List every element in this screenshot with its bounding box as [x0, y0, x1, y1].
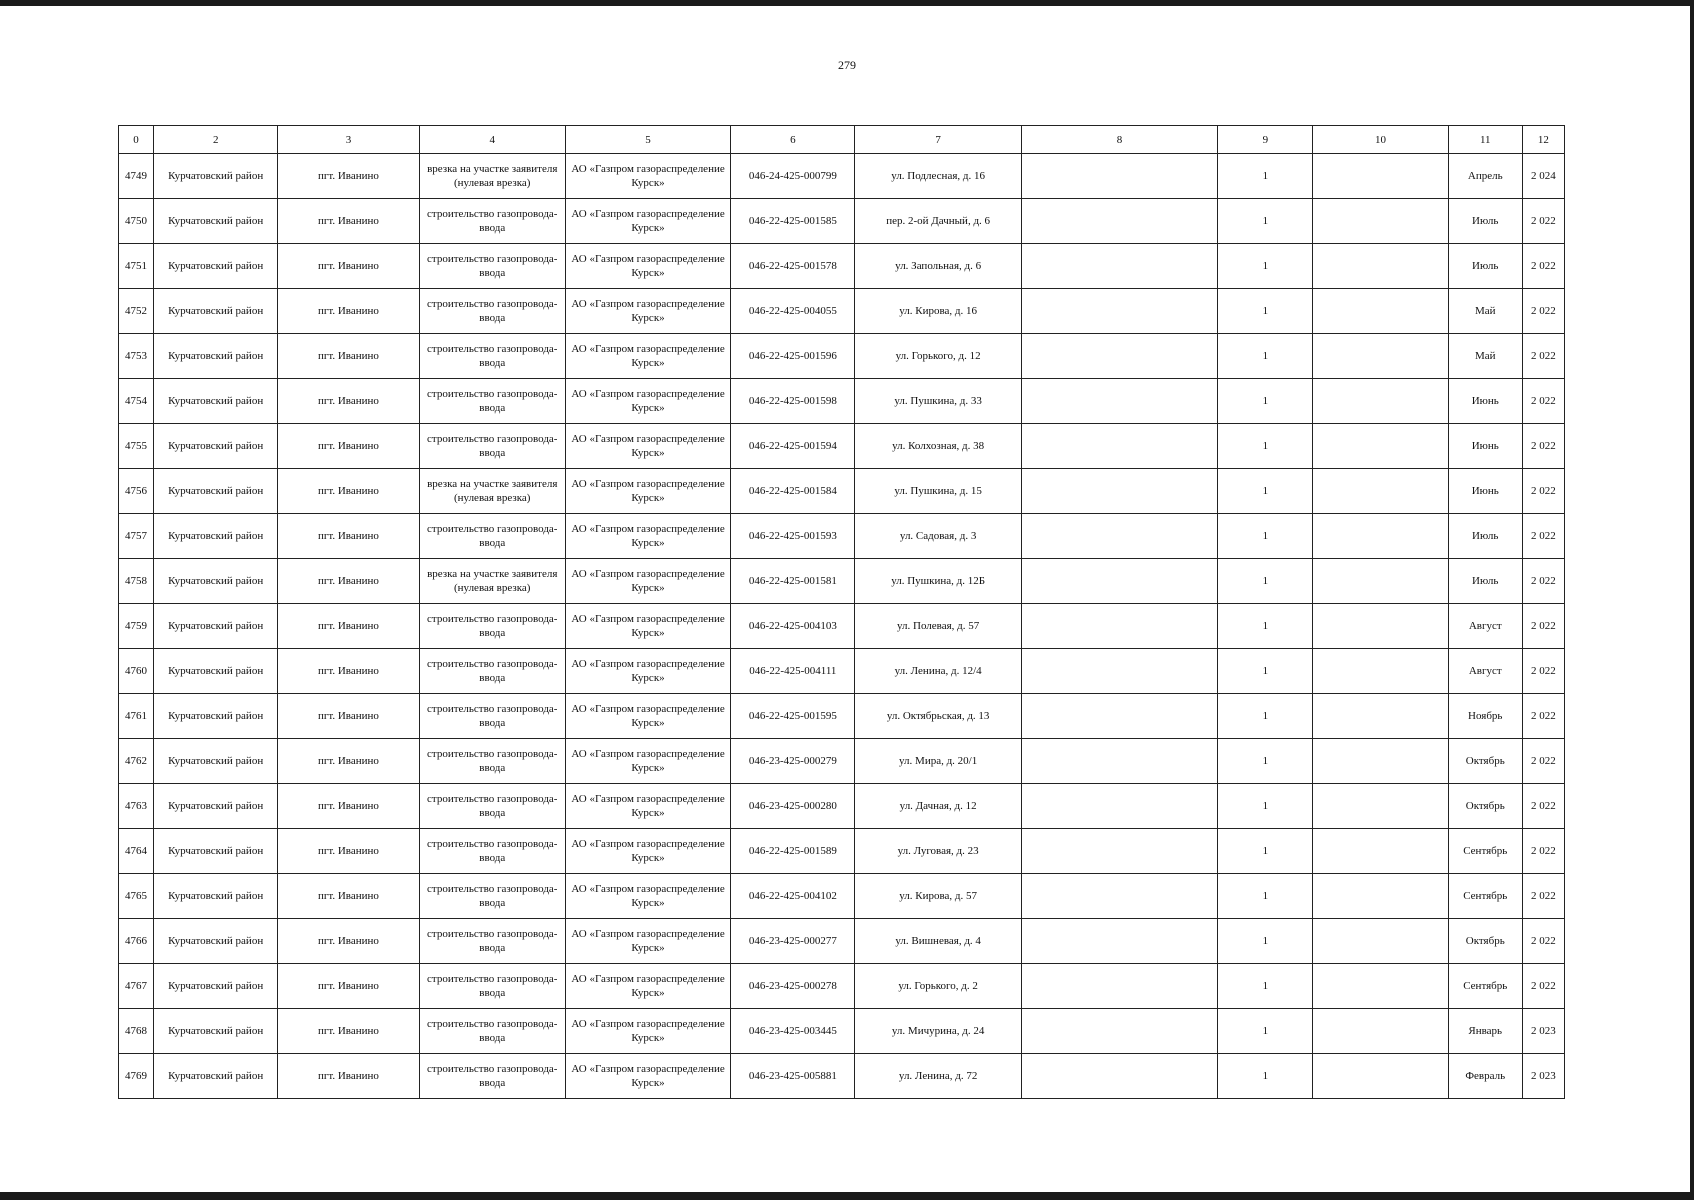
settlement-cell: пгт. Иванино [278, 379, 419, 424]
settlement-cell: пгт. Иванино [278, 559, 419, 604]
year-cell: 2 022 [1522, 649, 1564, 694]
quantity-cell: 1 [1218, 874, 1313, 919]
col-8-cell [1021, 244, 1217, 289]
table-row [119, 1054, 1565, 1099]
year-cell: 2 022 [1522, 694, 1564, 739]
year-cell: 2 024 [1522, 154, 1564, 199]
year-cell: 2 022 [1522, 244, 1564, 289]
request-id-cell: 046-23-425-000279 [731, 739, 855, 784]
row-number-cell: 4749 [119, 154, 154, 199]
col-10-cell [1313, 199, 1448, 244]
quantity-cell: 1 [1218, 604, 1313, 649]
work-type-cell: строительство газопровода-ввода [419, 199, 565, 244]
table-row [119, 964, 1565, 1009]
work-type-cell: строительство газопровода-ввода [419, 514, 565, 559]
col-10-cell [1313, 379, 1448, 424]
work-type-cell: строительство газопровода-ввода [419, 739, 565, 784]
row-number-cell: 4767 [119, 964, 154, 1009]
table-row [119, 469, 1565, 514]
year-cell: 2 022 [1522, 334, 1564, 379]
district-cell: Курчатовский район [154, 649, 278, 694]
year-cell: 2 022 [1522, 424, 1564, 469]
address-cell: ул. Мичурина, д. 24 [855, 1009, 1021, 1054]
col-8-cell [1021, 964, 1217, 1009]
year-cell: 2 022 [1522, 604, 1564, 649]
month-cell: Июль [1448, 199, 1522, 244]
request-id-cell: 046-22-425-001584 [731, 469, 855, 514]
col-10-cell [1313, 919, 1448, 964]
row-number-cell: 4751 [119, 244, 154, 289]
address-cell: ул. Садовая, д. 3 [855, 514, 1021, 559]
organization-cell: АО «Газпром газораспределение Курск» [565, 244, 730, 289]
table-row [119, 649, 1565, 694]
request-id-cell: 046-22-425-004102 [731, 874, 855, 919]
request-id-cell: 046-22-425-001581 [731, 559, 855, 604]
work-type-cell: строительство газопровода-ввода [419, 694, 565, 739]
row-number-cell: 4756 [119, 469, 154, 514]
column-header: 3 [278, 126, 419, 154]
district-cell: Курчатовский район [154, 199, 278, 244]
month-cell: Июль [1448, 514, 1522, 559]
row-number-cell: 4754 [119, 379, 154, 424]
scan-border-right [1690, 0, 1694, 1200]
column-header: 8 [1021, 126, 1217, 154]
address-cell: ул. Ленина, д. 12/4 [855, 649, 1021, 694]
request-id-cell: 046-23-425-000278 [731, 964, 855, 1009]
year-cell: 2 022 [1522, 829, 1564, 874]
work-type-cell: строительство газопровода-ввода [419, 874, 565, 919]
year-cell: 2 022 [1522, 559, 1564, 604]
organization-cell: АО «Газпром газораспределение Курск» [565, 649, 730, 694]
table-row [119, 604, 1565, 649]
address-cell: ул. Мира, д. 20/1 [855, 739, 1021, 784]
organization-cell: АО «Газпром газораспределение Курск» [565, 1009, 730, 1054]
organization-cell: АО «Газпром газораспределение Курск» [565, 1054, 730, 1099]
organization-cell: АО «Газпром газораспределение Курск» [565, 379, 730, 424]
address-cell: ул. Горького, д. 2 [855, 964, 1021, 1009]
month-cell: Апрель [1448, 154, 1522, 199]
work-type-cell: строительство газопровода-ввода [419, 919, 565, 964]
settlement-cell: пгт. Иванино [278, 649, 419, 694]
column-header: 6 [731, 126, 855, 154]
address-cell: ул. Ленина, д. 72 [855, 1054, 1021, 1099]
district-cell: Курчатовский район [154, 874, 278, 919]
organization-cell: АО «Газпром газораспределение Курск» [565, 874, 730, 919]
request-id-cell: 046-22-425-004055 [731, 289, 855, 334]
col-10-cell [1313, 469, 1448, 514]
year-cell: 2 022 [1522, 289, 1564, 334]
col-10-cell [1313, 514, 1448, 559]
table-row [119, 199, 1565, 244]
column-header: 11 [1448, 126, 1522, 154]
quantity-cell: 1 [1218, 694, 1313, 739]
row-number-cell: 4761 [119, 694, 154, 739]
address-cell: ул. Луговая, д. 23 [855, 829, 1021, 874]
request-id-cell: 046-22-425-001589 [731, 829, 855, 874]
request-id-cell: 046-22-425-001596 [731, 334, 855, 379]
col-8-cell [1021, 424, 1217, 469]
table-body [119, 154, 1565, 1099]
organization-cell: АО «Газпром газораспределение Курск» [565, 154, 730, 199]
organization-cell: АО «Газпром газораспределение Курск» [565, 694, 730, 739]
work-type-cell: строительство газопровода-ввода [419, 379, 565, 424]
col-8-cell [1021, 874, 1217, 919]
year-cell: 2 023 [1522, 1054, 1564, 1099]
district-cell: Курчатовский район [154, 424, 278, 469]
request-id-cell: 046-23-425-000280 [731, 784, 855, 829]
column-header: 7 [855, 126, 1021, 154]
district-cell: Курчатовский район [154, 694, 278, 739]
work-type-cell: строительство газопровода-ввода [419, 424, 565, 469]
quantity-cell: 1 [1218, 649, 1313, 694]
month-cell: Май [1448, 334, 1522, 379]
request-id-cell: 046-22-425-001594 [731, 424, 855, 469]
district-cell: Курчатовский район [154, 1054, 278, 1099]
year-cell: 2 022 [1522, 964, 1564, 1009]
organization-cell: АО «Газпром газораспределение Курск» [565, 199, 730, 244]
col-8-cell [1021, 469, 1217, 514]
table-row [119, 424, 1565, 469]
month-cell: Октябрь [1448, 919, 1522, 964]
address-cell: ул. Пушкина, д. 33 [855, 379, 1021, 424]
district-cell: Курчатовский район [154, 559, 278, 604]
district-cell: Курчатовский район [154, 289, 278, 334]
row-number-cell: 4759 [119, 604, 154, 649]
organization-cell: АО «Газпром газораспределение Курск» [565, 919, 730, 964]
district-cell: Курчатовский район [154, 514, 278, 559]
district-cell: Курчатовский район [154, 739, 278, 784]
work-type-cell: строительство газопровода-ввода [419, 784, 565, 829]
request-id-cell: 046-22-425-004111 [731, 649, 855, 694]
row-number-cell: 4757 [119, 514, 154, 559]
table-row [119, 739, 1565, 784]
quantity-cell: 1 [1218, 784, 1313, 829]
table-row [119, 379, 1565, 424]
col-10-cell [1313, 244, 1448, 289]
column-header: 5 [565, 126, 730, 154]
organization-cell: АО «Газпром газораспределение Курск» [565, 514, 730, 559]
registry-table [118, 125, 1565, 1099]
col-10-cell [1313, 874, 1448, 919]
quantity-cell: 1 [1218, 334, 1313, 379]
month-cell: Октябрь [1448, 739, 1522, 784]
scan-border-top [0, 0, 1694, 6]
organization-cell: АО «Газпром газораспределение Курск» [565, 964, 730, 1009]
district-cell: Курчатовский район [154, 154, 278, 199]
row-number-cell: 4753 [119, 334, 154, 379]
table-row [119, 154, 1565, 199]
request-id-cell: 046-22-425-001578 [731, 244, 855, 289]
header-row [119, 126, 1565, 154]
request-id-cell: 046-23-425-005881 [731, 1054, 855, 1099]
address-cell: ул. Кирова, д. 16 [855, 289, 1021, 334]
work-type-cell: строительство газопровода-ввода [419, 964, 565, 1009]
scan-border-bottom [0, 1192, 1694, 1200]
month-cell: Февраль [1448, 1054, 1522, 1099]
organization-cell: АО «Газпром газораспределение Курск» [565, 739, 730, 784]
month-cell: Сентябрь [1448, 829, 1522, 874]
quantity-cell: 1 [1218, 919, 1313, 964]
table-row [119, 334, 1565, 379]
month-cell: Июнь [1448, 469, 1522, 514]
row-number-cell: 4755 [119, 424, 154, 469]
month-cell: Август [1448, 604, 1522, 649]
month-cell: Июль [1448, 559, 1522, 604]
col-10-cell [1313, 604, 1448, 649]
col-8-cell [1021, 784, 1217, 829]
col-8-cell [1021, 649, 1217, 694]
address-cell: ул. Октябрьская, д. 13 [855, 694, 1021, 739]
col-8-cell [1021, 739, 1217, 784]
settlement-cell: пгт. Иванино [278, 154, 419, 199]
col-10-cell [1313, 289, 1448, 334]
row-number-cell: 4763 [119, 784, 154, 829]
month-cell: Сентябрь [1448, 874, 1522, 919]
organization-cell: АО «Газпром газораспределение Курск» [565, 334, 730, 379]
request-id-cell: 046-23-425-000277 [731, 919, 855, 964]
settlement-cell: пгт. Иванино [278, 1054, 419, 1099]
month-cell: Октябрь [1448, 784, 1522, 829]
table-row [119, 694, 1565, 739]
district-cell: Курчатовский район [154, 919, 278, 964]
col-10-cell [1313, 829, 1448, 874]
col-8-cell [1021, 199, 1217, 244]
month-cell: Ноябрь [1448, 694, 1522, 739]
col-10-cell [1313, 334, 1448, 379]
work-type-cell: строительство газопровода-ввода [419, 289, 565, 334]
table-row [119, 1009, 1565, 1054]
settlement-cell: пгт. Иванино [278, 289, 419, 334]
organization-cell: АО «Газпром газораспределение Курск» [565, 784, 730, 829]
district-cell: Курчатовский район [154, 604, 278, 649]
year-cell: 2 022 [1522, 379, 1564, 424]
district-cell: Курчатовский район [154, 784, 278, 829]
year-cell: 2 022 [1522, 874, 1564, 919]
organization-cell: АО «Газпром газораспределение Курск» [565, 559, 730, 604]
month-cell: Июль [1448, 244, 1522, 289]
row-number-cell: 4752 [119, 289, 154, 334]
table-header [119, 126, 1565, 154]
table-row [119, 289, 1565, 334]
work-type-cell: строительство газопровода-ввода [419, 1054, 565, 1099]
col-10-cell [1313, 649, 1448, 694]
quantity-cell: 1 [1218, 1054, 1313, 1099]
address-cell: ул. Пушкина, д. 15 [855, 469, 1021, 514]
work-type-cell: строительство газопровода-ввода [419, 604, 565, 649]
quantity-cell: 1 [1218, 424, 1313, 469]
district-cell: Курчатовский район [154, 964, 278, 1009]
settlement-cell: пгт. Иванино [278, 919, 419, 964]
month-cell: Май [1448, 289, 1522, 334]
organization-cell: АО «Газпром газораспределение Курск» [565, 829, 730, 874]
col-8-cell [1021, 559, 1217, 604]
row-number-cell: 4766 [119, 919, 154, 964]
col-10-cell [1313, 1054, 1448, 1099]
address-cell: ул. Вишневая, д. 4 [855, 919, 1021, 964]
month-cell: Август [1448, 649, 1522, 694]
row-number-cell: 4768 [119, 1009, 154, 1054]
column-header: 9 [1218, 126, 1313, 154]
month-cell: Июнь [1448, 424, 1522, 469]
quantity-cell: 1 [1218, 469, 1313, 514]
settlement-cell: пгт. Иванино [278, 469, 419, 514]
row-number-cell: 4769 [119, 1054, 154, 1099]
year-cell: 2 022 [1522, 514, 1564, 559]
work-type-cell: врезка на участке заявителя (нулевая врезка) [419, 559, 565, 604]
quantity-cell: 1 [1218, 244, 1313, 289]
col-10-cell [1313, 694, 1448, 739]
work-type-cell: строительство газопровода-ввода [419, 1009, 565, 1054]
table-row [119, 874, 1565, 919]
row-number-cell: 4764 [119, 829, 154, 874]
col-10-cell [1313, 424, 1448, 469]
col-8-cell [1021, 694, 1217, 739]
address-cell: ул. Дачная, д. 12 [855, 784, 1021, 829]
quantity-cell: 1 [1218, 199, 1313, 244]
table-row [119, 244, 1565, 289]
col-8-cell [1021, 829, 1217, 874]
col-10-cell [1313, 1009, 1448, 1054]
work-type-cell: строительство газопровода-ввода [419, 829, 565, 874]
organization-cell: АО «Газпром газораспределение Курск» [565, 424, 730, 469]
col-8-cell [1021, 514, 1217, 559]
table-row [119, 514, 1565, 559]
column-header: 12 [1522, 126, 1564, 154]
row-number-cell: 4762 [119, 739, 154, 784]
column-header: 2 [154, 126, 278, 154]
request-id-cell: 046-22-425-001598 [731, 379, 855, 424]
column-header: 0 [119, 126, 154, 154]
district-cell: Курчатовский район [154, 1009, 278, 1054]
col-10-cell [1313, 559, 1448, 604]
col-10-cell [1313, 784, 1448, 829]
col-8-cell [1021, 289, 1217, 334]
district-cell: Курчатовский район [154, 379, 278, 424]
quantity-cell: 1 [1218, 964, 1313, 1009]
month-cell: Январь [1448, 1009, 1522, 1054]
col-10-cell [1313, 154, 1448, 199]
district-cell: Курчатовский район [154, 469, 278, 514]
year-cell: 2 023 [1522, 1009, 1564, 1054]
organization-cell: АО «Газпром газораспределение Курск» [565, 289, 730, 334]
quantity-cell: 1 [1218, 289, 1313, 334]
settlement-cell: пгт. Иванино [278, 514, 419, 559]
quantity-cell: 1 [1218, 379, 1313, 424]
settlement-cell: пгт. Иванино [278, 964, 419, 1009]
address-cell: ул. Подлесная, д. 16 [855, 154, 1021, 199]
year-cell: 2 022 [1522, 739, 1564, 784]
address-cell: ул. Колхозная, д. 38 [855, 424, 1021, 469]
work-type-cell: врезка на участке заявителя (нулевая врезка) [419, 154, 565, 199]
col-8-cell [1021, 334, 1217, 379]
district-cell: Курчатовский район [154, 829, 278, 874]
table-row [119, 829, 1565, 874]
work-type-cell: строительство газопровода-ввода [419, 334, 565, 379]
quantity-cell: 1 [1218, 1009, 1313, 1054]
settlement-cell: пгт. Иванино [278, 739, 419, 784]
work-type-cell: врезка на участке заявителя (нулевая врезка) [419, 469, 565, 514]
settlement-cell: пгт. Иванино [278, 244, 419, 289]
column-header: 4 [419, 126, 565, 154]
col-8-cell [1021, 1009, 1217, 1054]
settlement-cell: пгт. Иванино [278, 1009, 419, 1054]
table-row [119, 784, 1565, 829]
request-id-cell: 046-22-425-001593 [731, 514, 855, 559]
work-type-cell: строительство газопровода-ввода [419, 244, 565, 289]
settlement-cell: пгт. Иванино [278, 334, 419, 379]
column-header: 10 [1313, 126, 1448, 154]
col-8-cell [1021, 154, 1217, 199]
quantity-cell: 1 [1218, 154, 1313, 199]
address-cell: пер. 2-ой Дачный, д. 6 [855, 199, 1021, 244]
col-8-cell [1021, 604, 1217, 649]
col-8-cell [1021, 1054, 1217, 1099]
settlement-cell: пгт. Иванино [278, 874, 419, 919]
district-cell: Курчатовский район [154, 334, 278, 379]
address-cell: ул. Пушкина, д. 12Б [855, 559, 1021, 604]
month-cell: Июнь [1448, 379, 1522, 424]
col-10-cell [1313, 739, 1448, 784]
organization-cell: АО «Газпром газораспределение Курск» [565, 604, 730, 649]
col-8-cell [1021, 379, 1217, 424]
request-id-cell: 046-24-425-000799 [731, 154, 855, 199]
year-cell: 2 022 [1522, 919, 1564, 964]
row-number-cell: 4765 [119, 874, 154, 919]
month-cell: Сентябрь [1448, 964, 1522, 1009]
table-row [119, 559, 1565, 604]
quantity-cell: 1 [1218, 514, 1313, 559]
row-number-cell: 4750 [119, 199, 154, 244]
request-id-cell: 046-22-425-001585 [731, 199, 855, 244]
quantity-cell: 1 [1218, 559, 1313, 604]
settlement-cell: пгт. Иванино [278, 604, 419, 649]
request-id-cell: 046-22-425-001595 [731, 694, 855, 739]
district-cell: Курчатовский район [154, 244, 278, 289]
table-row [119, 919, 1565, 964]
work-type-cell: строительство газопровода-ввода [419, 649, 565, 694]
year-cell: 2 022 [1522, 469, 1564, 514]
row-number-cell: 4760 [119, 649, 154, 694]
organization-cell: АО «Газпром газораспределение Курск» [565, 469, 730, 514]
settlement-cell: пгт. Иванино [278, 694, 419, 739]
settlement-cell: пгт. Иванино [278, 199, 419, 244]
address-cell: ул. Горького, д. 12 [855, 334, 1021, 379]
settlement-cell: пгт. Иванино [278, 424, 419, 469]
year-cell: 2 022 [1522, 199, 1564, 244]
row-number-cell: 4758 [119, 559, 154, 604]
col-10-cell [1313, 964, 1448, 1009]
year-cell: 2 022 [1522, 784, 1564, 829]
address-cell: ул. Запольная, д. 6 [855, 244, 1021, 289]
settlement-cell: пгт. Иванино [278, 784, 419, 829]
settlement-cell: пгт. Иванино [278, 829, 419, 874]
page-number: 279 [838, 58, 856, 72]
request-id-cell: 046-22-425-004103 [731, 604, 855, 649]
address-cell: ул. Полевая, д. 57 [855, 604, 1021, 649]
address-cell: ул. Кирова, д. 57 [855, 874, 1021, 919]
quantity-cell: 1 [1218, 829, 1313, 874]
col-8-cell [1021, 919, 1217, 964]
quantity-cell: 1 [1218, 739, 1313, 784]
request-id-cell: 046-23-425-003445 [731, 1009, 855, 1054]
